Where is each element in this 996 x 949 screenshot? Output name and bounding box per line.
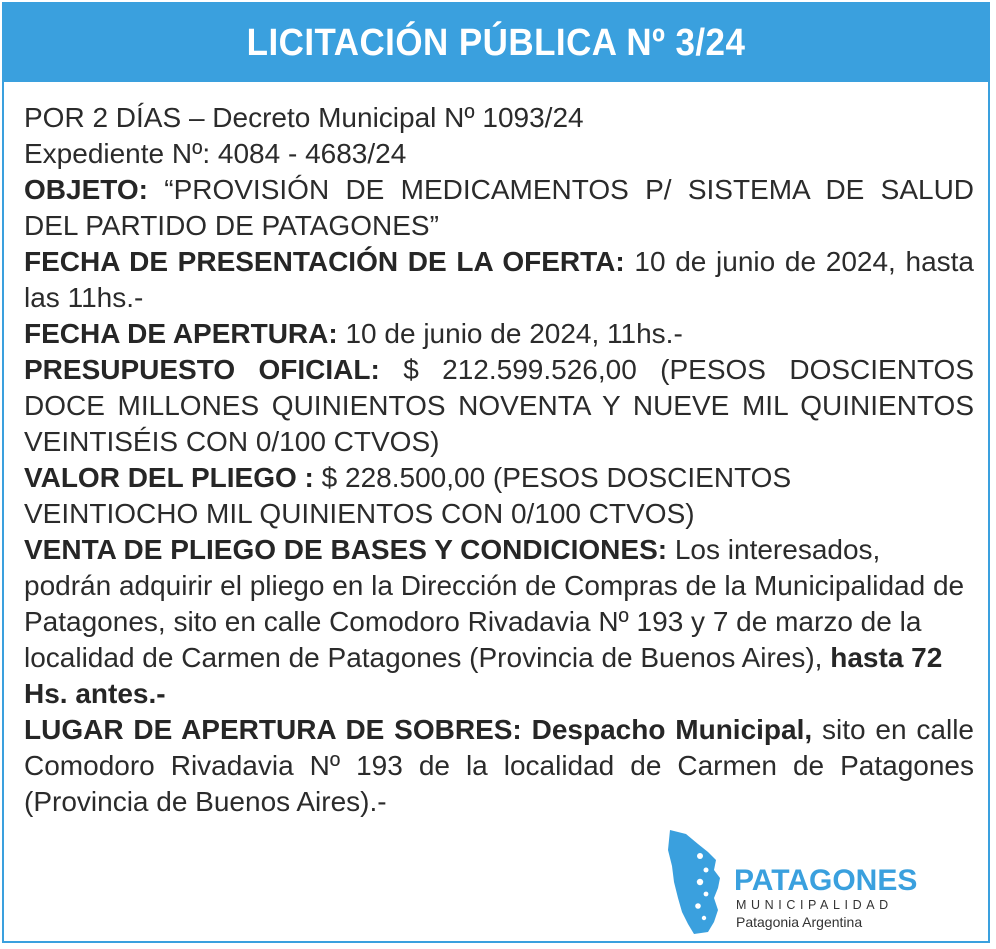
patagones-logo xyxy=(664,826,934,936)
lugar-paragraph xyxy=(24,712,974,820)
venta-label: VENTA DE PLIEGO DE BASES Y CONDICIONES: xyxy=(24,534,668,565)
lugar-bold: Despacho Municipal, xyxy=(531,714,813,745)
notice-body xyxy=(24,100,974,820)
valor-paragraph xyxy=(24,460,959,532)
days-line: POR 2 DÍAS – Decreto Municipal Nº 1093/24 xyxy=(24,102,584,133)
fecha-apertura-label: FECHA DE APERTURA: xyxy=(24,318,338,349)
fecha-presentacion-paragraph xyxy=(24,244,974,316)
valor-label: VALOR DEL PLIEGO : xyxy=(24,462,314,493)
fecha-presentacion-label: FECHA DE PRESENTACIÓN DE LA OFERTA: xyxy=(24,246,625,277)
venta-paragraph xyxy=(24,532,969,712)
notice-header xyxy=(4,4,988,82)
venta-bold-end: hasta 72 Hs. antes.- xyxy=(24,642,943,709)
logo-tagline: Patagonia Argentina xyxy=(736,914,863,930)
notice-title: LICITACIÓN PÚBLICA Nº 3/24 xyxy=(246,21,746,64)
fecha-apertura-text: 10 de junio de 2024, 11hs.- xyxy=(345,318,683,349)
presupuesto-text: $ 212.599.526,00 (PESOS DOSCIENTOS DOCE MILLONES QUINIENTOS NOVENTA Y NUEVE MIL QUINIENTOS VEINTISÉIS CON 0/100 CTVOS) xyxy=(24,354,974,457)
lugar-label: LUGAR DE APERTURA DE SOBRES: xyxy=(24,714,522,745)
presupuesto-label: PRESUPUESTO OFICIAL: xyxy=(24,354,380,385)
objeto-text: “PROVISIÓN DE MEDICAMENTOS P/ SISTEMA DE SALUD DEL PARTIDO DE PATAGONES” xyxy=(24,174,975,241)
lugar-text: sito en calle Comodoro Rivadavia Nº 193 de la localidad de Carmen de Patagones (Provincia de Buenos Aires).- xyxy=(24,714,974,817)
objeto-label: OBJETO: xyxy=(24,174,148,205)
objeto-paragraph xyxy=(24,172,974,244)
logo-name: PATAGONES xyxy=(734,864,918,897)
expediente-line: Expediente Nº: 4084 - 4683/24 xyxy=(24,138,407,169)
patagonia-map-icon xyxy=(664,826,734,936)
venta-text: Los interesados, podrán adquirir el pliego en la Dirección de Compras de la Municipalidad de Patagones, sito en calle Comodoro Rivadavia Nº 193 y 7 de marzo de la localidad de Carmen de Patagones (Provincia de Buenos Aires), xyxy=(24,534,965,673)
presupuesto-paragraph xyxy=(24,352,974,460)
fecha-presentacion-text: 10 de junio de 2024, hasta las 11hs.- xyxy=(24,246,975,313)
logo-subtitle: MUNICIPALIDAD xyxy=(736,898,893,912)
valor-text: $ 228.500,00 (PESOS DOSCIENTOS VEINTIOCHO MIL QUINIENTOS CON 0/100 CTVOS) xyxy=(24,462,792,529)
fecha-apertura-paragraph xyxy=(24,316,974,352)
